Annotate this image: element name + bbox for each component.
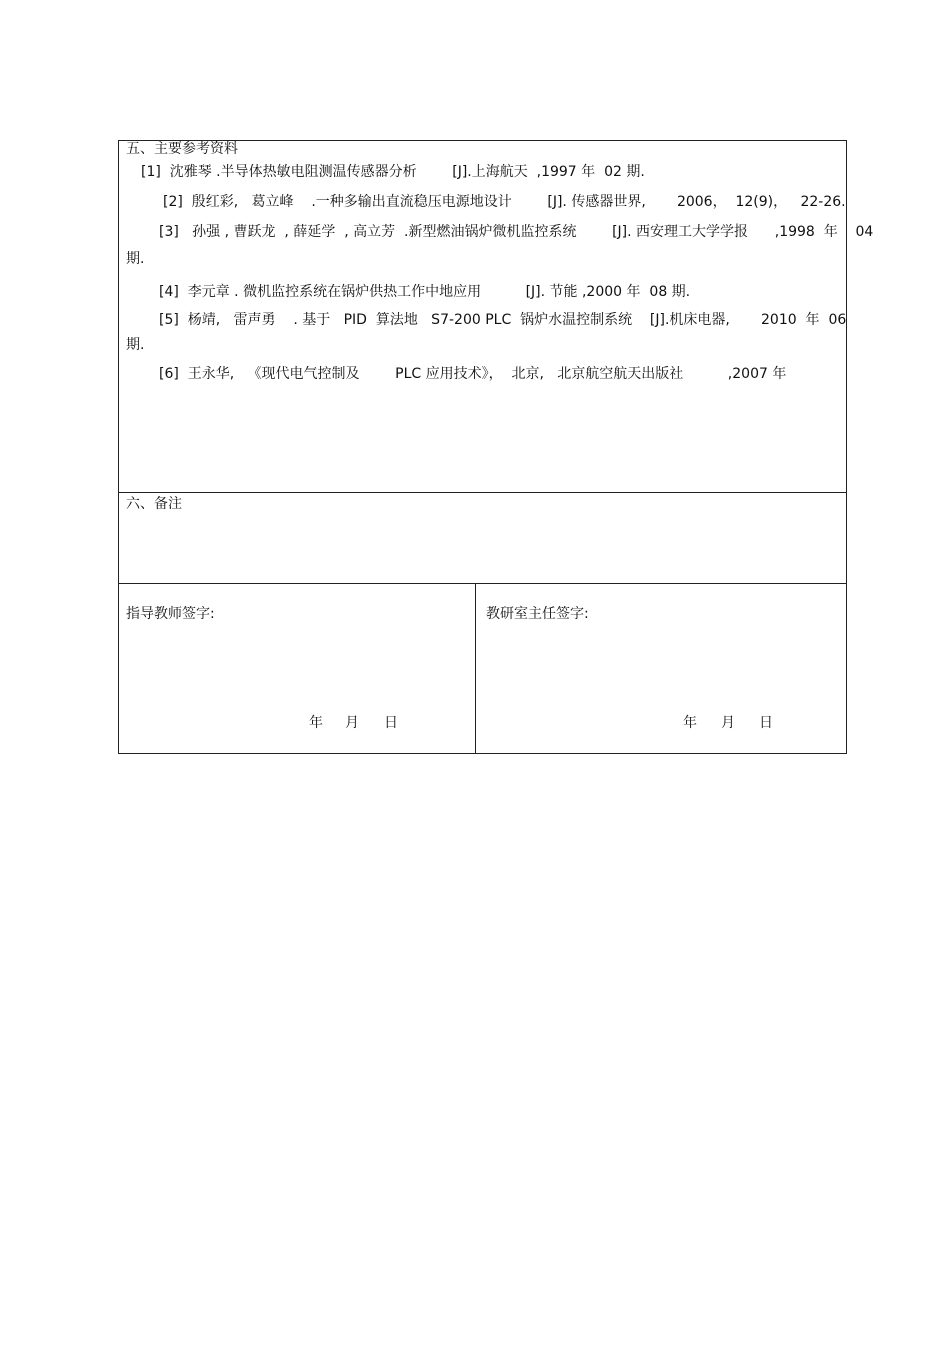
reference-item-continuation: 期. (126, 251, 145, 267)
advisor-signature-label: 指导教师签字: (126, 606, 215, 622)
notes-heading: 六、备注 (126, 496, 182, 512)
references-heading: 五、主要参考资料 (126, 141, 238, 157)
reference-item: [2] 殷红彩, 葛立峰 .一种多输出直流稳压电源地设计 [J]. 传感器世界, 2006， 12(9)， 22-26. (163, 194, 846, 210)
date-day-label: 日 (384, 715, 398, 731)
date-year-label: 年 (683, 715, 697, 731)
date-year-label: 年 (309, 715, 323, 731)
signature-section (118, 583, 847, 754)
signature-divider (475, 584, 476, 753)
references-section (118, 140, 874, 493)
reference-item-continuation: 期. (126, 337, 145, 353)
date-day-label: 日 (759, 715, 773, 731)
notes-section (118, 492, 847, 584)
reference-item: [6] 王永华, 《现代电气控制及 PLC 应用技术》， 北京, 北京航空航天出版社 ,2007 年 (159, 366, 787, 382)
reference-item: [5] 杨靖, 雷声勇 . 基于 PID 算法地 S7-200 PLC 锅炉水温控制系统 [J].机床电器, 2010 年 06 (159, 312, 847, 328)
date-month-label: 月 (345, 715, 359, 731)
director-signature-label: 教研室主任签字: (486, 606, 589, 622)
date-month-label: 月 (721, 715, 735, 731)
reference-item: [3] 孙强 , 曹跃龙 , 薛延学 , 高立芳 .新型燃油锅炉微机监控系统 [J]. 西安理工大学学报 ,1998 年 04 (159, 224, 874, 240)
reference-item: [4] 李元章 . 微机监控系统在锅炉供热工作中地应用 [J]. 节能 ,2000 年 08 期. (159, 284, 691, 300)
reference-item: [1] 沈雅琴 .半导体热敏电阻测温传感器分析 [J].上海航天 ,1997 年 02 期. (141, 164, 645, 180)
